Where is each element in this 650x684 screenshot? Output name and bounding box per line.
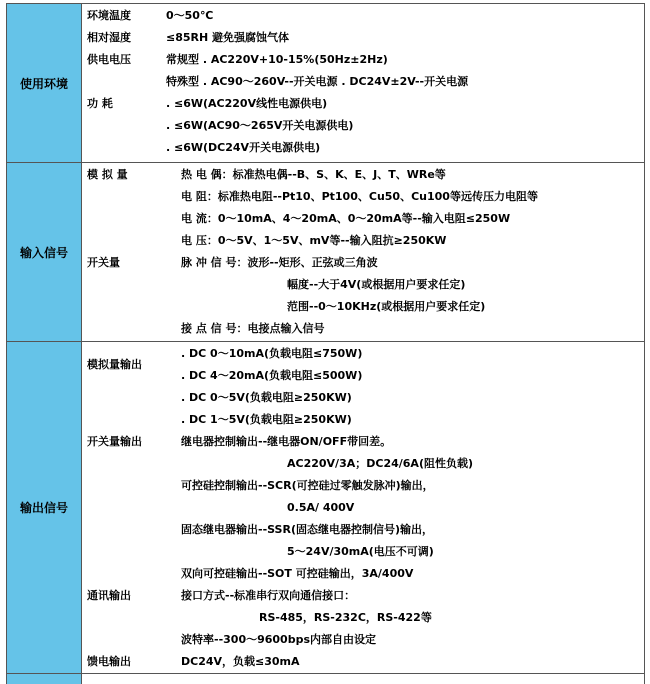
label-analog-output: 模拟量输出 — [87, 358, 142, 371]
value-dc-0-5v: . DC 0～5V(负载电阻≥250KW) — [181, 391, 352, 404]
value-ambient-temperature: 0～50℃ — [166, 9, 214, 22]
value-supply-special: 特殊型 . AC90～260V--开关电源 . DC24V±2V--开关电源 — [166, 75, 469, 88]
label-supply-voltage: 供电电压 — [87, 53, 131, 66]
value-pulse: 脉 冲 信 号：波形--矩形、正弦或三角波 — [181, 256, 378, 269]
label-switch: 开关量 — [87, 256, 120, 269]
value-contact: 接 点 信 号：电接点输入信号 — [181, 322, 325, 335]
value-ssr-rating: 5～24V/30mA(电压不可调) — [287, 545, 434, 558]
value-range: 范围--0～10KHz(或根据用户要求任定) — [287, 300, 486, 313]
section-input — [7, 163, 644, 342]
label-switch-output: 开关量输出 — [87, 435, 142, 448]
label-ambient-temperature: 环境温度 — [87, 9, 131, 22]
value-relative-humidity: ≤85RH 避免强腐蚀气体 — [166, 31, 290, 44]
value-dc-1-5v: . DC 1～5V(负载电阻≥250KW) — [181, 413, 352, 426]
value-ssr-output: 固态继电器输出--SSR(固态继电器控制信号)输出， — [181, 523, 434, 536]
value-dc-4-20ma: . DC 4～20mA(负载电阻≤500W) — [181, 369, 363, 382]
value-dc-0-10ma: . DC 0～10mA(负载电阻≤750W) — [181, 347, 363, 360]
value-voltage: 电 压：0～5V、1～5V、mV等--输入阻抗≥250KW — [181, 234, 447, 247]
label-power-consumption: 功 耗 — [87, 97, 113, 110]
value-current: 电 流：0～10mA、4～20mA、0～20mA等--输入电阻≤250W — [181, 212, 511, 225]
value-rs-standards: RS-485，RS-232C，RS-422等 — [259, 611, 432, 624]
next-section-header-edge — [7, 674, 82, 684]
value-interface: 接口方式--标准串行双向通信接口： — [181, 589, 356, 602]
value-supply-standard: 常规型 . AC220V+10-15%(50Hz±2Hz) — [166, 53, 388, 66]
section-header: 输出信号 — [7, 342, 82, 673]
spec-table — [6, 3, 645, 684]
section-body — [82, 342, 644, 673]
section-header: 使用环境 — [7, 4, 82, 162]
value-power-3: . ≤6W(DC24V开关电源供电) — [166, 141, 321, 154]
value-power-2: . ≤6W(AC90～265V开关电源供电) — [166, 119, 354, 132]
section-header: 输入信号 — [7, 163, 82, 341]
value-relay-rating: AC220V/3A；DC24/6A(阻性负载) — [287, 457, 473, 470]
value-thermocouple: 热 电 偶：标准热电偶--B、S、K、E、J、T、WRe等 — [181, 168, 446, 181]
value-scr-rating: 0.5A/ 400V — [287, 501, 355, 514]
value-resistance: 电 阻：标准热电阻--Pt10、Pt100、Cu50、Cu100等远传压力电阻等 — [181, 190, 538, 203]
label-feed-output: 馈电输出 — [87, 655, 131, 668]
value-relay-output: 继电器控制输出--继电器ON/OFF带回差。 — [181, 435, 392, 448]
section-output — [7, 342, 644, 674]
value-baud-rate: 波特率--300～9600bps内部自由设定 — [181, 633, 377, 646]
value-power-1: . ≤6W(AC220V线性电源供电) — [166, 97, 328, 110]
value-scr-output: 可控硅控制输出--SCR(可控硅过零触发脉冲)输出， — [181, 479, 434, 492]
label-relative-humidity: 相对湿度 — [87, 31, 131, 44]
label-analog: 模 拟 量 — [87, 168, 128, 181]
section-body — [82, 163, 644, 341]
label-comm-output: 通讯输出 — [87, 589, 131, 602]
value-amplitude: 幅度--大于4V(或根据用户要求任定) — [287, 278, 466, 291]
value-sot-output: 双向可控硅输出--SOT 可控硅输出，3A/400V — [181, 567, 414, 580]
section-environment — [7, 4, 644, 163]
value-feed: DC24V，负载≤30mA — [181, 655, 300, 668]
section-body — [82, 4, 644, 162]
